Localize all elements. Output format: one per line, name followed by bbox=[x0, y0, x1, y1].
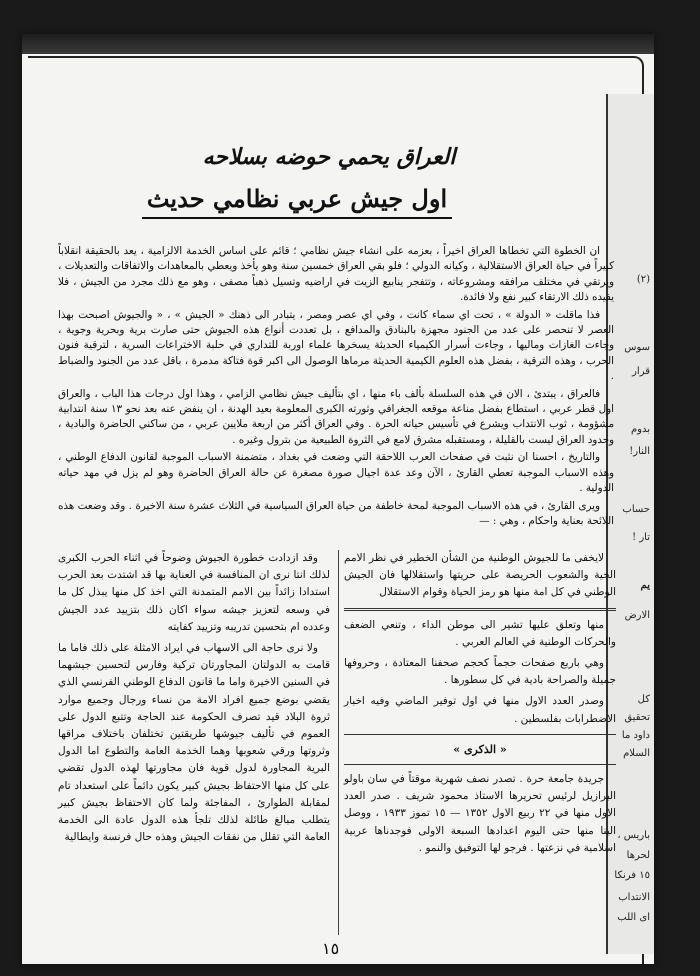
strip-fragment: لحرها bbox=[626, 850, 650, 861]
column-paragraph: وصدر العدد الاول منها في اول توفير الماضي وفيه اخبار الاضطرابات بفلسطين . bbox=[344, 695, 616, 725]
lead-paragraph: فالعراق ، يبتدئ ، الان في هذه السلسلة بألف باء منها ، اي بتأليف جيش نظامي الزامي ، وهذا اول درجات هذا الباب ، والعراق اول قطر عربي ، استطاع بفضل مناعة موقعه الجغرافي وثورته الكبرى المعلومة بعيد الهدنة ، ان ينفض عنه بعد نحو ١٣ سنة انتدابية مشؤومة ، ثوب الانتداب ويشرع في تأسيس حياته الحرة . وفي العراق أكثر من اربعة ملايين عربي ، من ساكني الحاضرة والبادية ، وحدود العراق ليست بالقليلة ، ومستقبله مشرق لامع في الثروة الطبيعية من بترول وغيره . bbox=[58, 387, 614, 446]
left-column bbox=[58, 550, 330, 850]
column-paragraph: ولا نرى حاجة الى الاسهاب في ايراد الامثلة على ذلك فاما ما قامت به الدولتان المجاورتان تركية وفارس لتحسين جيشهما في السنين الاخيرة واما ما قانون الدفاع الوطني الفرنسي الذي يقضي بوضع جميع افراد الامة من نساء ورجال وجميع موارد ثروة البلاد قيد تصرف الحكومة عند الحاجة وتتبع الدول على العموم في تأليف جيوشها طريقتين تختلفان باختلاف مراقها وثروتها ورقي شعوبها وهما الخدمة العامة والتطوع اما الدول البرية المجاورة لدول قوية فان مجاورتها لهذه الدول تقضي على كل منها الاحتفاظ بجيش كبير يكون دائماً على استعداد تام لمقابلة الطوارئ ، المفاجئة ولما كان الاحتفاظ بجيش كبير يتطلب مبالغ طائلة لذلك تلجأ هذه الدول عادة الى الخدمة العامة التي تقلل من نفقات الجيش وهذه حال فرنسة وايطالية bbox=[58, 642, 330, 844]
strip-fragment: قرار bbox=[632, 366, 650, 377]
strip-fragment: السلام bbox=[623, 748, 650, 759]
lead-paragraph: فذا ماقلت « الدولة » ، تحت اي سماء كانت ، وفي اي عصر ومصر ، يتبادر الى ذهنك « الجيش » ، « والجيوش اصبحت بهذا العصر لا تنحصر على عدد من الجنود مجهزة بالبنادق والمدافع ، بل تعددت أنواع هذه الجيوش حتى صارت برية وبحرية وجوية ، وجاءت الغازات وماليها ، وجاءت أسرار الكيمياء الحديثة يسخرها علماء اوربة للتداري في حلبة الاختراعات السرية ، لترقية فنون الحرب ، وهذه الترقية ، بفضل هذه العلوم الكيمية الحديثة مرماها الوصول الى اكبر قوة فتاكة مدمرة ، باقل عدد من الجنود والضباط . bbox=[58, 308, 614, 383]
article-title: اول جيش عربي نظامي حديث bbox=[142, 184, 452, 219]
section-divider bbox=[344, 734, 616, 735]
lead-paragraph: ويرى القارئ ، في هذه الاسباب الموجبة لمحة خاطفة من حياة العراق السياسية في الثلاث عشرة سنة الاخيرة . وقد وضعت هذه اللائحة بعناية واحكام ، وهي : — bbox=[58, 499, 614, 527]
strip-fragment: النار! bbox=[629, 446, 650, 457]
strip-fragment: الانتداب bbox=[618, 892, 650, 903]
strip-fragment: باريس ، bbox=[617, 830, 650, 841]
strip-fragment: داود ما bbox=[621, 730, 650, 741]
page-number: ١٥ bbox=[322, 939, 340, 958]
strip-fragment: سوس bbox=[624, 342, 650, 353]
column-divider bbox=[338, 550, 339, 935]
column-paragraph: وقد ازدادت خطورة الجيوش وضوحاً في اثناء الحرب الكبرى لذلك انتا نرى ان المنافسة في العناية بها قد اشتدت بعد الحرب استدادا زائداً بين الامم المتمدنة التي اخذ كل منها يبذل كل ما في وسعه لتعزيز جيشه سواء اكان ذلك بتزييد عدد الجيش وعدده ام بتحسين تدريبه وتزييد كفايته bbox=[58, 552, 330, 633]
top-black-band bbox=[22, 34, 654, 54]
strip-fragment: بدوم bbox=[630, 424, 650, 435]
lead-paragraph: والتاريخ ، احسنا ان نثبت في صفحات العرب اللاحقة التي وضعت في بغداد ، متضمنة الاسباب الموجبة لقانون الدفاع الوطني ، وهذه الاسباب الموجبة تعطي القارئ ، الآن وعد عدة اجيال صورة مصغرة عن حالة العراق الحاضرة وهو لم يزل في مهد حياته الدولية . bbox=[58, 451, 614, 495]
strip-fragment: ١٥ فرنكاً bbox=[614, 870, 650, 881]
strip-fragment: تار ! bbox=[632, 532, 650, 543]
strip-fragment: (٢) bbox=[636, 274, 650, 285]
article-headline: العراق يحمي حوضه بسلاحه bbox=[202, 144, 456, 170]
section-divider bbox=[344, 608, 616, 611]
box-paragraph: جريدة جامعة حرة . تصدر نصف شهرية موقتاً في سان باولو البرازيل لرئيس تحريرها الاستاذ محمود شريف . صدر العدد الاول منها في ٢٢ ربيع الاول ١٣٥٢ — ١٥ تموز ١٩٣٣ ، ووصل الينا منها حتى اليوم اعدادها السبعة الاولى فوجدناها عربية اسلامية في نزعتها . فرجو لها التوفيق والنمو . bbox=[344, 773, 616, 854]
strip-fragment: تحقيق bbox=[624, 712, 650, 723]
section-divider bbox=[344, 764, 616, 765]
column-paragraph: لايخفى ما للجيوش الوطنية من الشأن الخطير في نظر الامم الحية والشعوب الحريصة على حريتها واستقلالها فان الجيش الوطني في كل امة منها هو رمز الحياة وقوام الاستقلال bbox=[344, 552, 616, 599]
strip-fragment: كل bbox=[637, 694, 650, 705]
lead-paragraph: ان الخطوة التي تخطاها العراق اخيراً ، بعزمه على انشاء جيش نظامي ؛ قائم على اساس الخدمة الالزامية ، يعد بالحقيقة انقلاباً كبيراً في حياة العراق الاستقلالية ، وكيانه الدولي ؛ فلو بقي العراق خمسين سنة وهو يأخذ ويعطي بالمعاهدات والاتفاقات والتعديلات ، ويرتقي في مختلف مرافقه ومشروعاته ، وتتفجر ينابيع الزيت في اراضيه وتسيل ذهباً مصفى ، وهو مع ذلك مجرد من الجيش ، فلا يفيده ذلك الارتقاء كبير نفع ولا فائدة. bbox=[58, 245, 614, 304]
strip-fragment: يم bbox=[640, 580, 650, 591]
right-column bbox=[344, 550, 616, 861]
lead-section bbox=[58, 244, 614, 531]
column-paragraph: منها وتعلق عليها تشير الى موطن الداء ، وتنعي الضعف والحركات الوطنية في العالم العربي . bbox=[344, 618, 616, 648]
strip-fragment: اى اللب bbox=[617, 912, 650, 923]
newspaper-page bbox=[22, 34, 654, 964]
strip-fragment: حساب bbox=[622, 504, 650, 515]
box-title: « الذكرى » bbox=[453, 742, 507, 756]
strip-fragment: الارض bbox=[624, 610, 650, 621]
column-paragraph: وهي باربع صفحات حجماً كحجم صحفنا المعتادة ، وحروفها جميلة والصراحة بادية في كل سطورها . bbox=[344, 657, 616, 687]
